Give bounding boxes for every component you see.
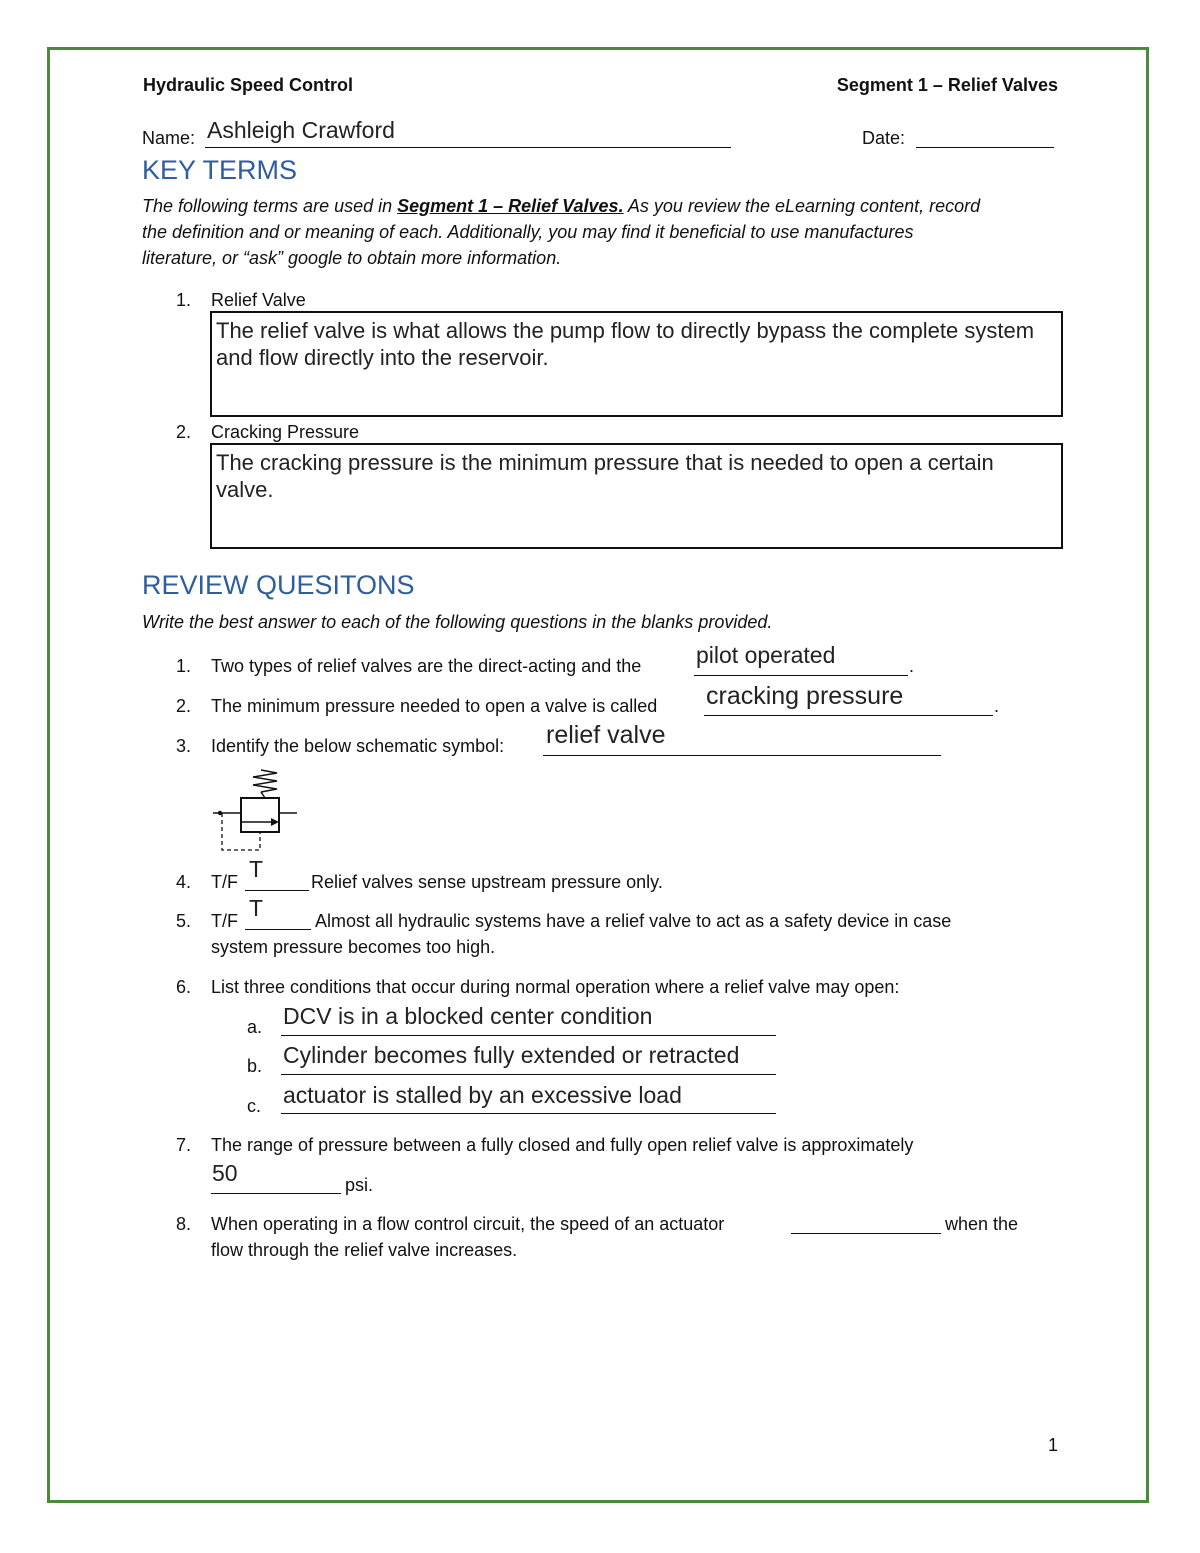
key-terms-intro-line3: literature, or “ask” google to obtain more information. [142,248,562,268]
answer-text[interactable]: cracking pressure [706,682,904,710]
answer-line [281,1074,776,1075]
question-text-after: when the [945,1214,1019,1234]
segment-title: Segment 1 – Relief Valves [836,75,1058,95]
answer-line [694,675,908,676]
question-text: Two types of relief valves are the direct-acting and the [211,656,642,676]
list-letter: a. [247,1017,263,1037]
answer-text[interactable]: Cylinder becomes fully extended or retracted [283,1042,740,1068]
question-text: The range of pressure between a fully closed and fully open relief valve is approximately [211,1135,914,1155]
answer-line [245,929,311,930]
date-line [916,147,1054,148]
answer-line [245,890,309,891]
question-number: 1. [176,656,192,676]
list-letter: b. [247,1056,263,1076]
answer-text[interactable]: 50 [212,1160,238,1186]
segment-reference: Segment 1 – Relief Valves. [397,196,624,216]
question-text-continued: system pressure becomes too high. [211,937,496,957]
answer-line [281,1113,776,1114]
answer-line [704,715,993,716]
name-label: Name: [142,128,196,148]
question-number: 3. [176,736,192,756]
question-text: Almost all hydraulic systems have a relief valve to act as a safety device in case [315,911,952,931]
answer-line [211,1193,341,1194]
punctuation: . [994,696,1000,716]
term-number: 1. [176,290,192,310]
document-title: Hydraulic Speed Control [143,75,354,95]
key-terms-heading: KEY TERMS [142,155,298,185]
answer-text[interactable]: relief valve [546,721,666,749]
answer-line [281,1035,776,1036]
relief-valve-symbol-icon [205,765,305,855]
unit-label: psi. [345,1175,374,1195]
term-label: Relief Valve [211,290,306,310]
term-answer-box[interactable]: The cracking pressure is the minimum pressure that is needed to open a certain valve. [210,443,1063,549]
question-number: 8. [176,1214,192,1234]
name-line [205,147,731,148]
key-terms-intro-line1: The following terms are used in Segment 1 – Relief Valves. As you review the eLearning content, record [142,196,981,216]
question-text: The minimum pressure needed to open a valve is called [211,696,658,716]
question-text: Identify the below schematic symbol: [211,736,505,756]
answer-text[interactable]: T [249,895,264,921]
question-text-continued: flow through the relief valve increases. [211,1240,518,1260]
answer-text[interactable]: actuator is stalled by an excessive load [283,1082,682,1108]
review-instructions: Write the best answer to each of the following questions in the blanks provided. [142,612,773,632]
term-answer-box[interactable]: The relief valve is what allows the pump flow to directly bypass the complete system and flow directly into the reservoir. [210,311,1063,417]
question-number: 2. [176,696,192,716]
question-text: Relief valves sense upstream pressure only. [311,872,663,892]
list-letter: c. [247,1096,262,1116]
question-text: List three conditions that occur during normal operation where a relief valve may open: [211,977,900,997]
term-number: 2. [176,422,192,442]
tf-label: T/F [211,911,238,931]
name-value[interactable]: Ashleigh Crawford [207,117,395,143]
term-label: Cracking Pressure [211,422,360,442]
answer-line[interactable] [791,1233,941,1234]
punctuation: . [909,656,915,676]
key-terms-intro-line2: the definition and or meaning of each. Additionally, you may find it beneficial to use manufactures [142,222,914,242]
answer-line [543,755,941,756]
answer-text[interactable]: T [249,856,264,882]
answer-text[interactable]: pilot operated [696,642,836,668]
question-number: 4. [176,872,192,892]
tf-label: T/F [211,872,238,892]
question-number: 5. [176,911,192,931]
question-number: 6. [176,977,192,997]
date-label: Date: [862,128,906,148]
answer-text[interactable]: DCV is in a blocked center condition [283,1003,653,1029]
question-number: 7. [176,1135,192,1155]
review-heading: REVIEW QUESITONS [142,570,415,600]
page-number: 1 [1048,1435,1059,1455]
question-text: When operating in a flow control circuit, the speed of an actuator [211,1214,725,1234]
